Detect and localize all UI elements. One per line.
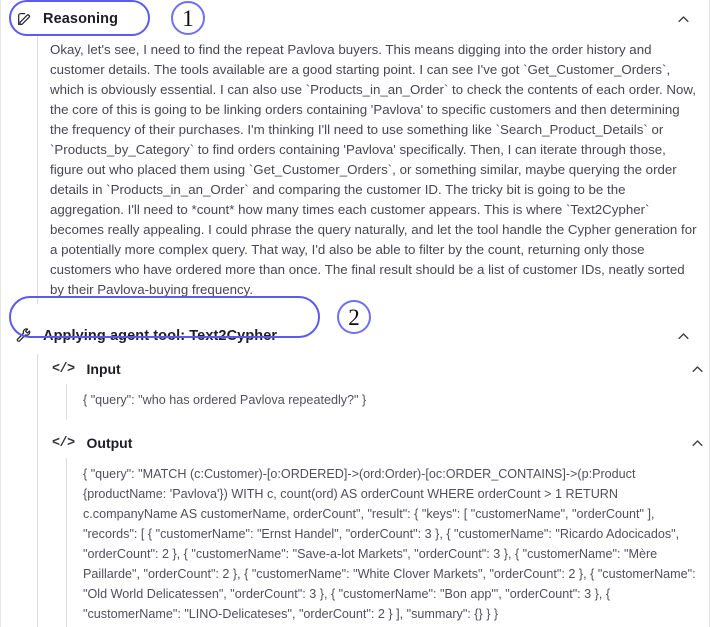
tool-input-block (38, 354, 709, 420)
tool-input-title: Input (86, 361, 121, 377)
annotation-marker-2-label: 2 (348, 304, 360, 330)
tool-input-header[interactable] (38, 354, 709, 384)
tool-output-body (66, 458, 709, 627)
tool-output-title: Output (86, 435, 133, 451)
annotation-marker-1 (171, 1, 205, 35)
tool-input-payload: { "query": "who has ordered Pavlova repeatedly?" } (83, 393, 367, 407)
reasoning-title: Reasoning (43, 11, 119, 27)
code-brackets-icon: </> (52, 435, 75, 451)
tool-output-header[interactable] (38, 428, 709, 458)
annotation-marker-1-label: 1 (182, 5, 194, 31)
tool-output-collapse-chevron-up-icon[interactable] (689, 435, 705, 451)
tool-output-block (38, 428, 709, 627)
tool-input-body (66, 384, 709, 420)
annotation-marker-2 (337, 300, 371, 334)
reasoning-body (37, 36, 709, 304)
reasoning-header[interactable] (1, 2, 709, 36)
wrench-icon (15, 327, 33, 345)
reasoning-section (1, 2, 709, 304)
code-brackets-icon: </> (52, 361, 75, 377)
reasoning-text: Okay, let's see, I need to find the repeat Pavlova buyers. This means digging into the order history and customer details. The tools available are a good starting point. I can see I've got `Get_Customer_Orders`, which is obviously essential. I can also use `Products_in_an_Order` to check the contents of each order. Now, the core of this is going to be linking orders containing 'Pavlova' to specific customers and then determining the frequency of their purchases. I'm thinking I'll need to use something like `Search_Product_Details` or `Products_by_Category` to find orders containing 'Pavlova' specifically. Then, I can iterate through those, figure out who placed them using `Get_Customer_Orders`, or something similar, maybe querying the order details in `Products_in_an_Order` and comparing the customer ID. The tricky bit is going to be the aggregation. I'll need to *count* how many times each customer appears. This is where `Text2Cypher` becomes really appealing. I could phrase the query naturally, and let the tool handle the Cypher generation for a potentially more complex query. That way, I'd also be able to filter by the count, returning only those customers who have ordered more than once. The final result should be a list of customer IDs, neatly sorted by their Pavlova-buying frequency. (50, 42, 697, 297)
tool-input-collapse-chevron-up-icon[interactable] (689, 361, 705, 377)
agent-tool-section (1, 318, 709, 627)
agent-tool-body (37, 354, 709, 627)
agent-tool-title: Applying agent tool: Text2Cypher (43, 328, 278, 344)
agent-tool-collapse-chevron-up-icon[interactable] (675, 328, 691, 344)
pencil-square-icon (15, 10, 33, 28)
reasoning-collapse-chevron-up-icon[interactable] (675, 11, 691, 27)
tool-output-payload: { "query": "MATCH (c:Customer)-[o:ORDERED]->(ord:Order)-[oc:ORDER_CONTAINS]->(p:Product {productName: 'Pavlova'}) WITH c, count(ord) AS orderCount WHERE orderCount > 1 RETURN c.companyName AS customerName, orderCount", "result": { "keys": [ "customerName", "orderCount" ], "records": [ { "customerName": "Ernst Handel", "orderCount": 3 }, { "customerName": "Ricardo Adocicados", "orderCount": 2 }, { "customerName": "Save-a-lot Markets", "orderCount": 3 }, { "customerName": "Mère Paillarde", "orderCount": 2 }, { "customerName": "White Clover Markets", "orderCount": 2 }, { "customerName": "Old World Delicatessen", "orderCount": 3 }, { "customerName": "Bon app'", "orderCount": 3 }, { "customerName": "LINO-Delicateses", "orderCount": 2 } ], "summary": {} } } (83, 467, 696, 621)
